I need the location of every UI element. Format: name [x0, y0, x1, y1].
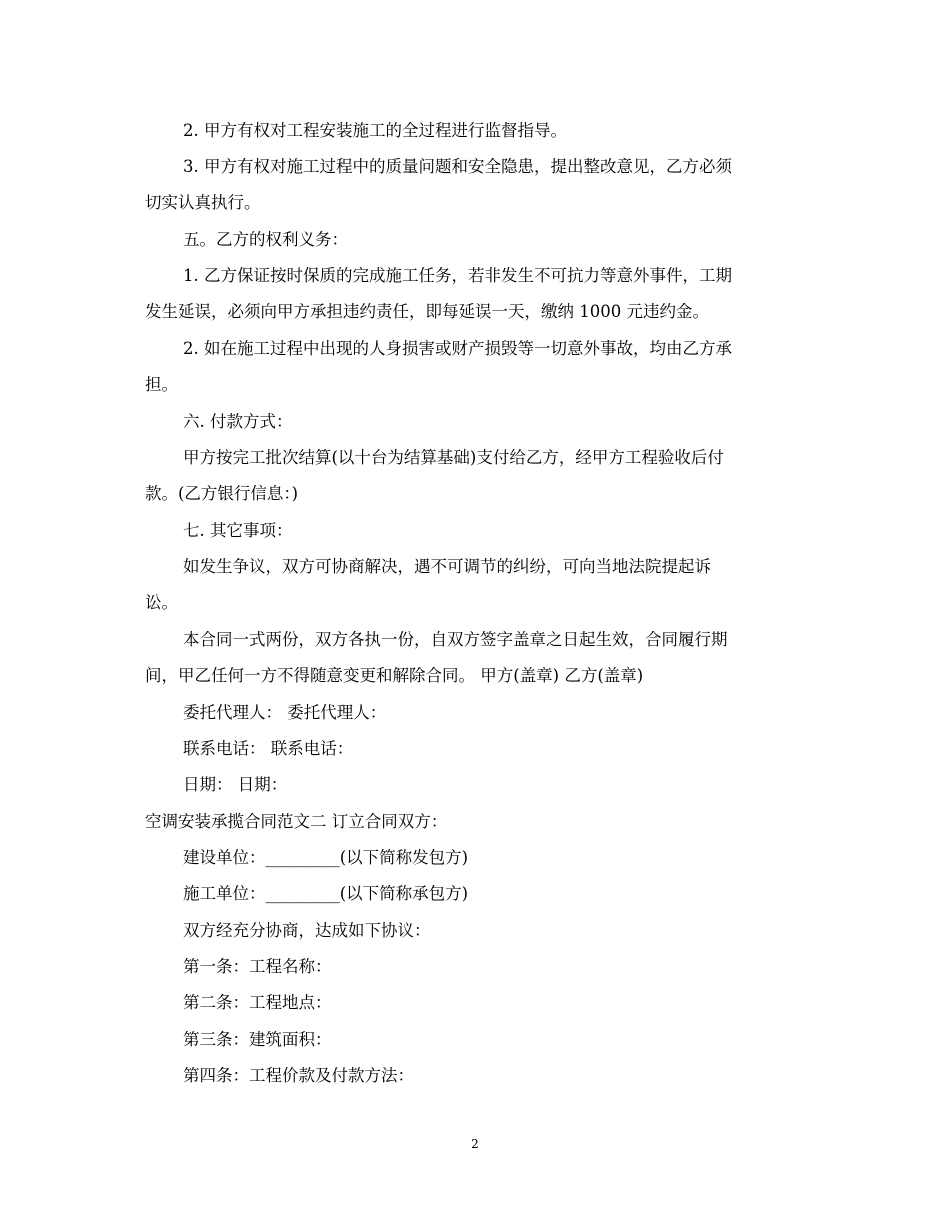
clause-line: 发生延误，必须向甲方承担违约责任，即每延误一天，缴纳 1000 元违约金。: [145, 302, 709, 321]
clause-line: 2. 如在施工过程中出现的人身损害或财产损毁等一切意外事故，均由乙方承: [183, 339, 732, 358]
signature-line: 联系电话： 联系电话：: [183, 739, 354, 758]
signature-line: 委托代理人： 委托代理人：: [183, 703, 387, 722]
clause-line: 担。: [145, 375, 178, 394]
section-heading: 六. 付款方式：: [183, 412, 293, 431]
clause-line: 施工单位：_________(以下简称承包方): [183, 884, 469, 903]
clause-line: 讼。: [145, 593, 178, 612]
article-line: 第四条：工程价款及付款方法：: [183, 1066, 414, 1085]
clause-line: 建设单位：_________(以下简称发包方): [183, 848, 469, 867]
section-heading: 五。乙方的权利义务：: [183, 230, 348, 249]
section-heading: 七. 其它事项：: [183, 521, 293, 540]
clause-line: 切实认真执行。: [145, 193, 261, 212]
clause-line: 如发生争议，双方可协商解决，遇不可调节的纠纷，可向当地法院提起诉: [183, 557, 711, 576]
clause-line: 本合同一式两份，双方各执一份，自双方签字盖章之日起生效，合同履行期: [183, 630, 728, 649]
clause-line: 甲方按完工批次结算(以十台为结算基础)支付给乙方，经甲方工程验收后付: [183, 448, 724, 467]
clause-line: 2. 甲方有权对工程安装施工的全过程进行监督指导。: [183, 121, 567, 140]
clause-line: 1. 乙方保证按时保质的完成施工任务，若非发生不可抗力等意外事件，工期: [183, 266, 732, 285]
signature-line: 日期： 日期：: [183, 775, 288, 794]
article-line: 第二条：工程地点：: [183, 993, 332, 1012]
clause-line: 3. 甲方有权对施工过程中的质量问题和安全隐患，提出整改意见，乙方必须: [183, 157, 732, 176]
clause-line: 间，甲乙任何一方不得随意变更和解除合同。 甲方(盖章) 乙方(盖章): [145, 666, 644, 685]
article-line: 第三条：建筑面积：: [183, 1030, 332, 1049]
clause-line: 款。(乙方银行信息：): [145, 484, 299, 503]
page-number: 2: [471, 1137, 479, 1151]
clause-line: 双方经充分协商，达成如下协议：: [183, 921, 431, 940]
article-line: 第一条：工程名称：: [183, 957, 332, 976]
document-title-line: 空调安装承揽合同范文二 订立合同双方：: [145, 812, 448, 831]
